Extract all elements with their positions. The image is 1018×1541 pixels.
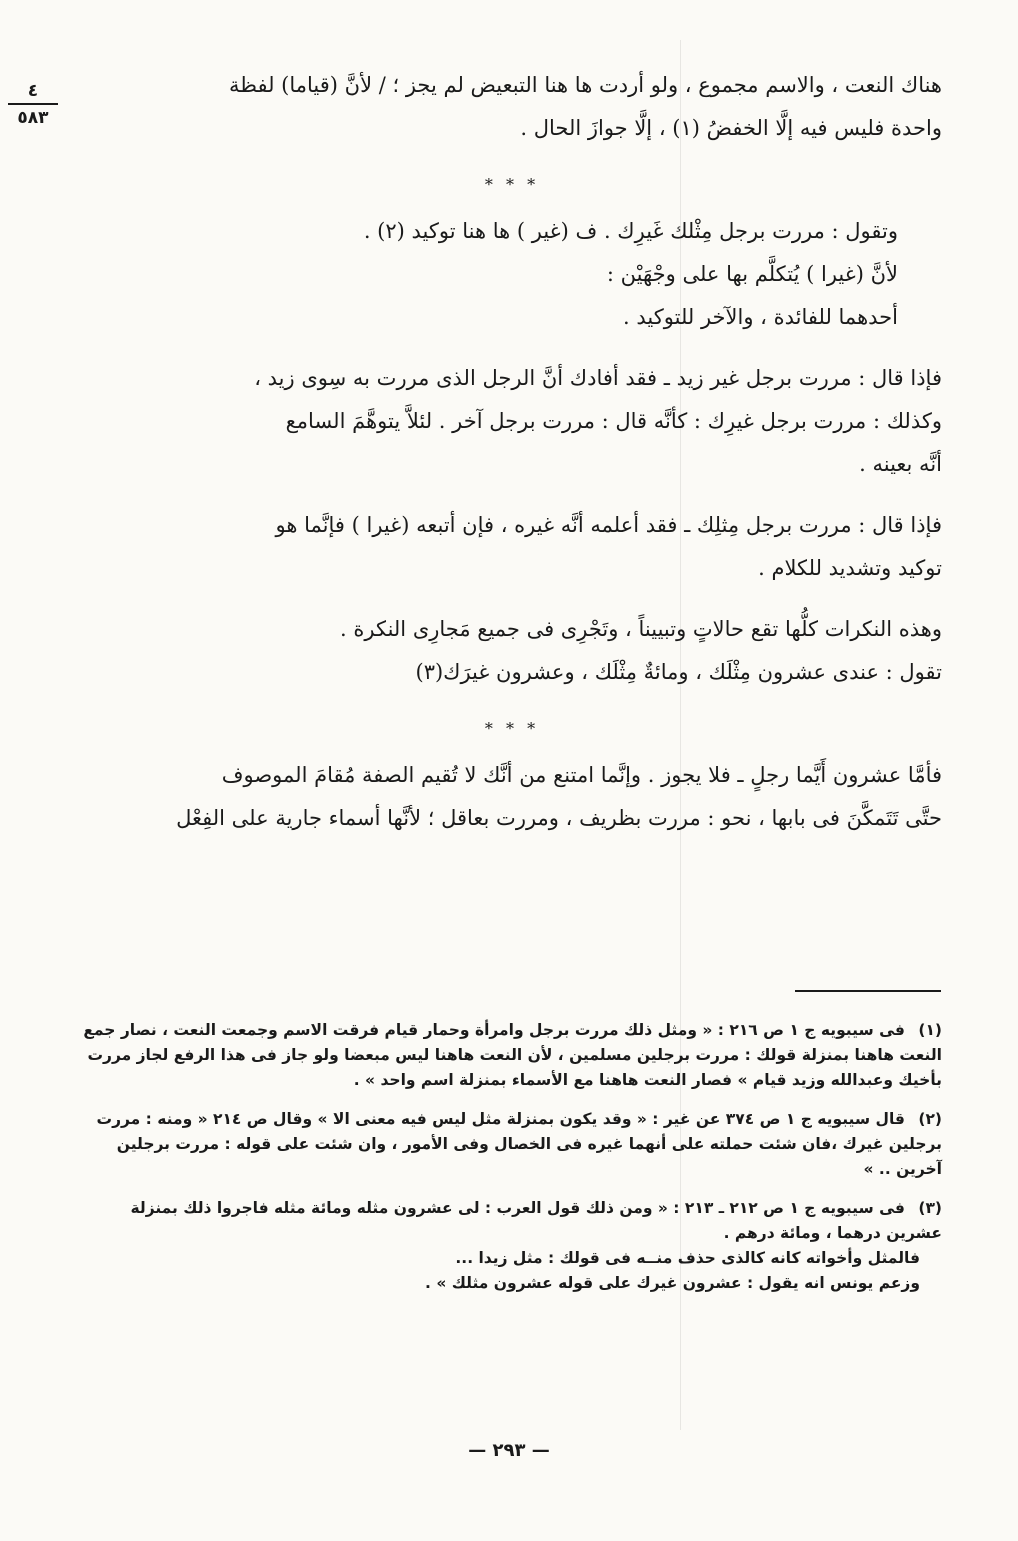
margin-ref-top: ٤ <box>8 80 58 105</box>
body-line: فأمَّا عشرون أَيَّما رجلٍ ـ فلا يجوز . وإنَّما امتنع من أنَّك لا تُقيم الصفة مُقامَ الموصوف <box>221 763 942 787</box>
footnote-text: فى سيبويه ج ١ ص ٢١٦ : « ومثل ذلك مررت برجل وامرأة وحمار قيام فرقت الاسم وجمعت النعت ، نصار جمع النعت هاهنا بمنزلة قولك : مررت برجلين مسلمين ، لأن النعت هاهنا ليس مبعضا ولو جاز فى هذا الرفع لجاز مررت بأخيك وعبدالله وزيد قيام » فصار النعت هاهنا مع الأسماء بمنزلة اسم واحد » . <box>83 1021 942 1089</box>
section-separator: * * * <box>484 719 540 738</box>
footnote-text: قال سيبويه ج ١ ص ٣٧٤ عن غير : « وقد يكون بمنزلة مثل ليس فيه معنى الا » وقال ص ٢١٤ « ومنه : مررت برجلين غيرك ،فان شئت حملته على أنهما غيره فى الخصال وفى الأمور ، وان شئت على قوله : مررت برجلين آخرين .. » <box>96 1110 942 1178</box>
body-line: وكذلك : مررت برجل غيرِك : كأنَّه قال : مررت برجل آخر . لئلاَّ يتوهَّمَ السامع <box>285 409 942 433</box>
footnote-text: فالمثل وأخواته كانه كالذى حذف منــه فى قولك : مثل زيدا ... <box>455 1249 920 1267</box>
margin-ref-bottom: ٥٨٣ <box>17 108 49 128</box>
body-line: واحدة فليس فيه إلَّا الخفضُ (١) ، إلَّا جوازَ الحال . <box>520 116 942 140</box>
body-line: وهذه النكرات كلُّها تقع حالاتٍ وتبييناً ، وتَجْرِى فى جميع مَجارِى النكرة . <box>340 617 942 641</box>
footnote-number: (١) <box>918 1021 942 1039</box>
body-line: وتقول : مررت برجل مِثْلك غَيرِك . ف (غير ) ها هنا توكيد (٢) . <box>363 219 898 243</box>
body-line: تقول : عندى عشرون مِثْلَك ، ومائةٌ مِثْلَك ، وعشرون غيرَك(٣) <box>415 660 942 684</box>
body-line: فإذا قال : مررت برجل مِثلِك ـ فقد أعلمه أنَّه غيره ، فإن أتبعه (غيرا ) فإنَّما هو <box>275 513 942 537</box>
footnote-number: (٢) <box>918 1110 942 1128</box>
body-line: توكيد وتشديد للكلام . <box>758 556 942 580</box>
footnote-rule <box>795 990 941 992</box>
footnote-text: فى سيبويه ج ١ ص ٢١٢ ـ ٢١٣ : « ومن ذلك قول العرب : لى عشرون مثله ومائة مثله فاجروا ذلك بمنزلة عشرين درهما ، ومائة درهم . <box>130 1199 942 1242</box>
body-line: أحدهما للفائدة ، والآخر للتوكيد . <box>623 305 898 329</box>
main-text <box>82 64 942 840</box>
body-line: فإذا قال : مررت برجل غير زيد ـ فقد أفادك أنَّ الرجل الذى مررت به سِوى زيد ، <box>254 366 942 390</box>
footnote-2 <box>82 1107 942 1182</box>
section-separator: * * * <box>484 175 540 194</box>
body-line: أنَّه بعينه . <box>859 452 942 476</box>
footnotes <box>82 1018 942 1310</box>
body-line: حتَّى تَتَمكَّنَ فى بابها ، نحو : مررت بظريف ، ومررت بعاقل ؛ لأنَّها أسماء جارية على الفِعْل <box>176 806 942 830</box>
body-line: لأنَّ (غيرا ) يُتكلَّم بها على وجْهَيْن : <box>606 262 898 286</box>
footnote-text: وزعم يونس انه يقول : عشرون غيرك على قوله عشرون مثلك » . <box>425 1274 920 1292</box>
footnote-1 <box>82 1018 942 1093</box>
margin-page-reference <box>8 80 58 129</box>
page-number: — ٢٩٣ — <box>468 1440 550 1461</box>
footnote-number: (٣) <box>918 1199 942 1217</box>
footnote-3 <box>82 1196 942 1296</box>
body-line: هناك النعت ، والاسم مجموع ، ولو أردت ها هنا التبعيض لم يجز ؛ / لأنَّ (قياما) لفظة <box>228 73 942 97</box>
